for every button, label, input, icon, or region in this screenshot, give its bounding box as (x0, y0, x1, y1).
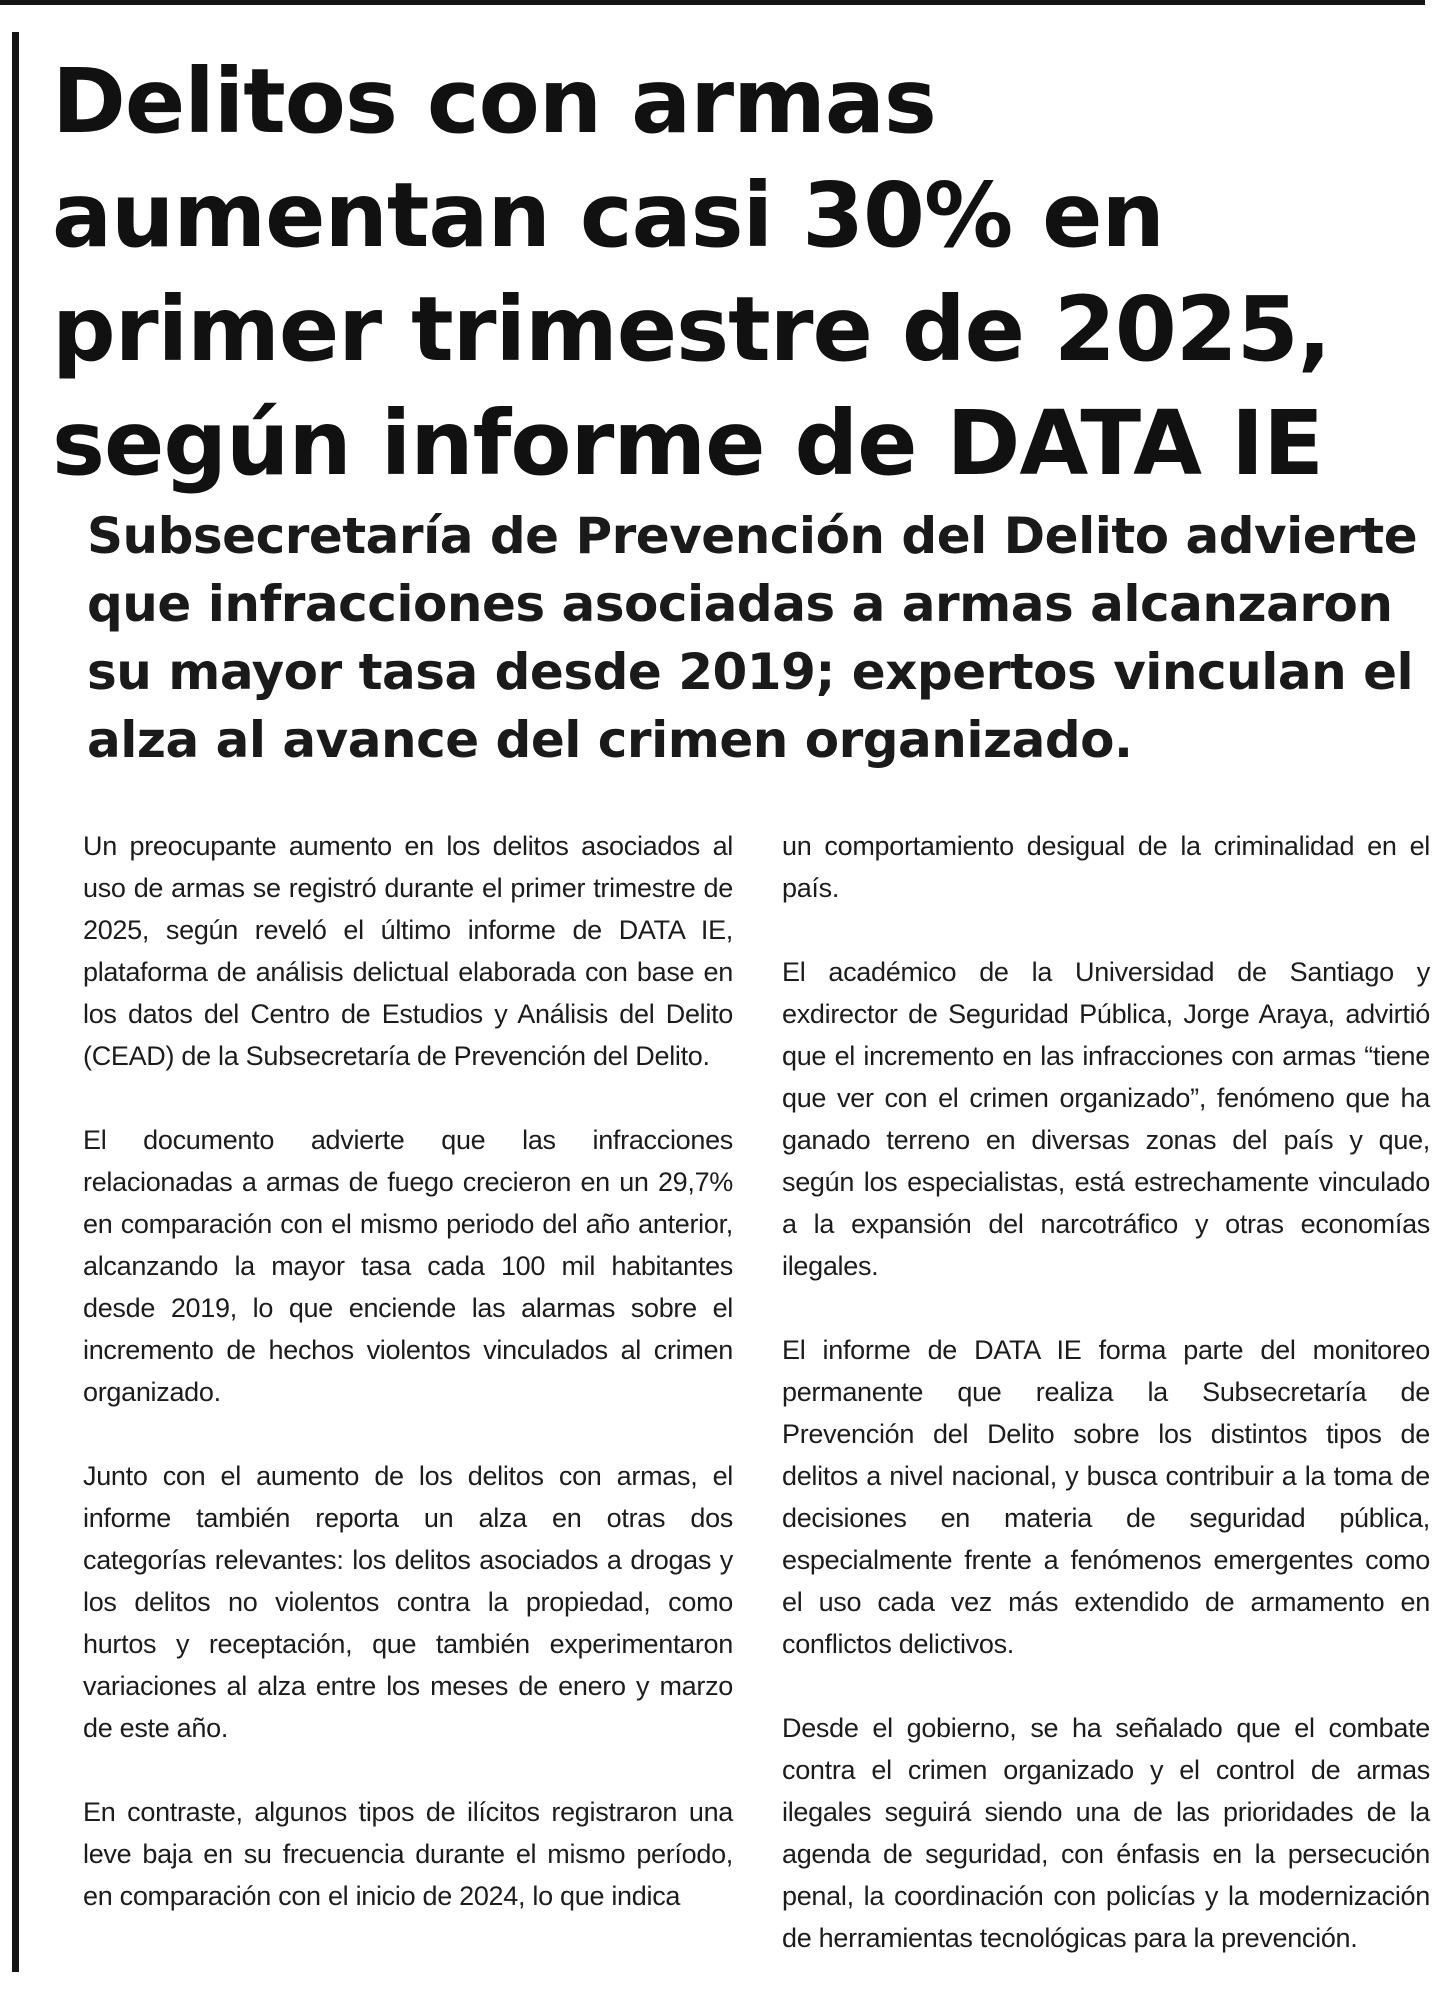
article-paragraph: El documento advierte que las infracciones relacionadas a armas de fuego crecieron en un 29,7% en comparación con el mismo periodo del año anterior, alcanzando la mayor tasa cada 100 mil habitantes desde 2019, lo que enciende las alarmas sobre el incremento de hechos violentos vinculados al crimen organizado. (83, 1125, 733, 1407)
article-column-left (83, 825, 733, 1959)
left-rule (12, 32, 19, 1972)
article-subheadline: Subsecretaría de Prevención del Delito advierte que infracciones asociadas a armas alcanzaron su mayor tasa desde 2019; expertos vinculan el alza al avance del crimen organizado. (87, 507, 1418, 769)
article-paragraph: Desde el gobierno, se ha señalado que el combate contra el crimen organizado y el control de armas ilegales seguirá siendo una de las prioridades de la agenda de seguridad, con énfasis en la persecución penal, la coordinación con policías y la modernización de herramientas tecnológicas para la prevención. (782, 1713, 1430, 1953)
article-paragraph: El académico de la Universidad de Santiago y exdirector de Seguridad Pública, Jorge Araya, advirtió que el incremento en las infracciones con armas “tiene que ver con el crimen organizado”, fenómeno que ha ganado terreno en diversas zonas del país y que, según los especialistas, está estrechamente vinculado a la expansión del narcotráfico y otras economías ilegales. (782, 957, 1430, 1281)
article-headline: Delitos con armas aumentan casi 30% en primer trimestre de 2025, según informe de DATA IE (52, 49, 1331, 495)
article-paragraph: El informe de DATA IE forma parte del monitoreo permanente que realiza la Subsecretaría de Prevención del Delito sobre los distintos tipos de delitos a nivel nacional, y busca contribuir a la toma de decisiones en materia de seguridad pública, especialmente frente a fenómenos emergentes como el uso cada vez más extendido de armamento en conflictos delictivos. (782, 1335, 1430, 1659)
article-paragraph: En contraste, algunos tipos de ilícitos registraron una leve baja en su frecuencia durante el mismo período, en comparación con el inicio de 2024, lo que indica (83, 1797, 733, 1911)
top-rule (0, 0, 1425, 5)
article-paragraph: un comportamiento desigual de la criminalidad en el país. (782, 831, 1430, 903)
article-column-right (782, 825, 1430, 2001)
article-paragraph: Un preocupante aumento en los delitos asociados al uso de armas se registró durante el primer trimestre de 2025, según reveló el último informe de DATA IE, plataforma de análisis delictual elaborada con base en los datos del Centro de Estudios y Análisis del Delito (CEAD) de la Subsecretaría de Prevención del Delito. (83, 831, 733, 1071)
article-paragraph: Junto con el aumento de los delitos con armas, el informe también reporta un alza en otras dos categorías relevantes: los delitos asociados a drogas y los delitos no violentos contra la propiedad, como hurtos y receptación, que también experimentaron variaciones al alza entre los meses de enero y marzo de este año. (83, 1461, 733, 1743)
